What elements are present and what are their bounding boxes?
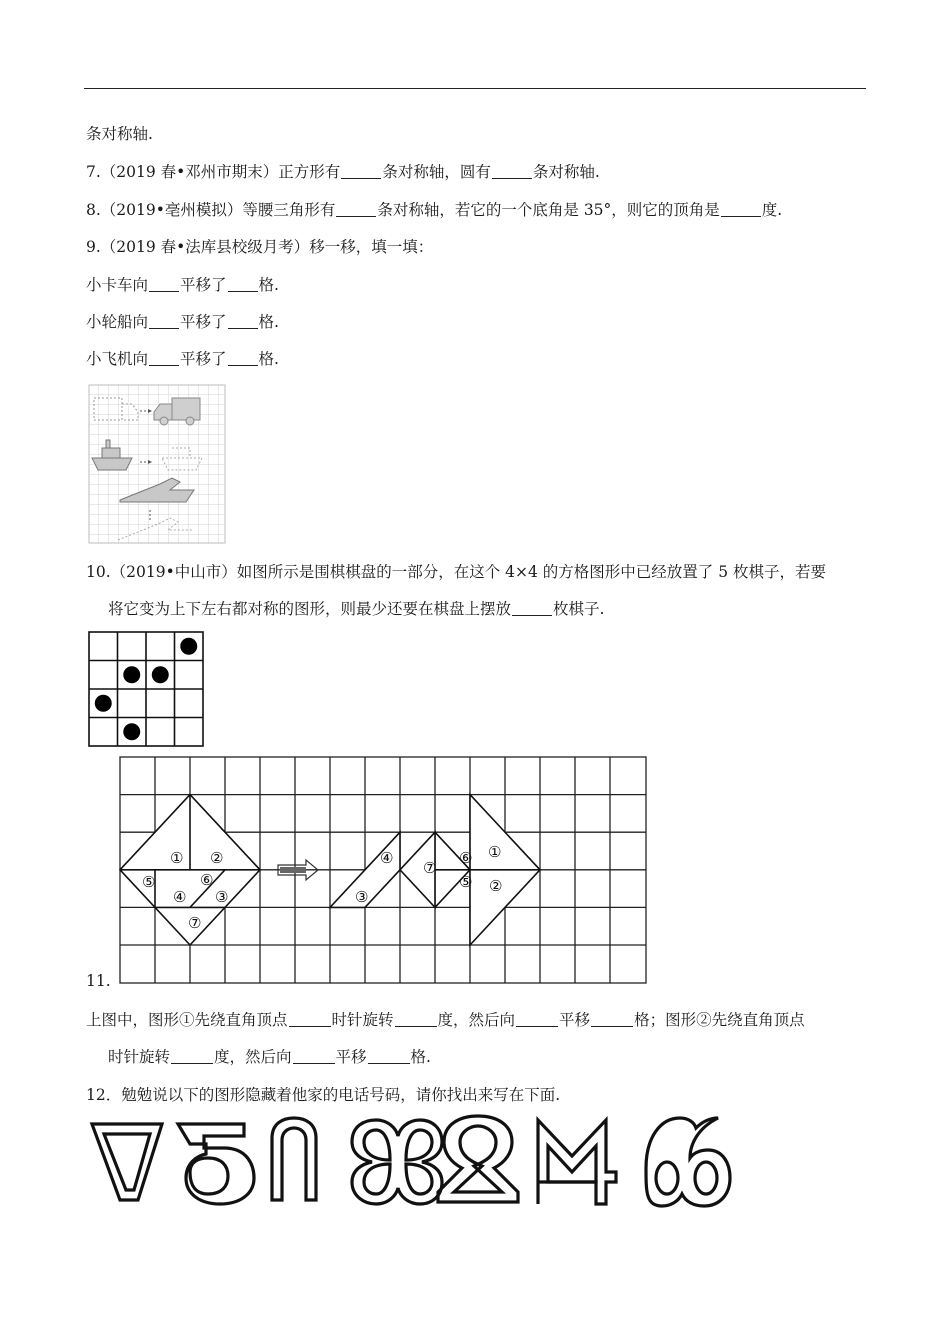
q11-text: 平移 bbox=[559, 1011, 591, 1029]
digit-shape-2 bbox=[178, 1124, 254, 1204]
digit-shape-3 bbox=[272, 1118, 316, 1200]
answer-blank[interactable] bbox=[368, 1062, 410, 1064]
go-stone bbox=[180, 638, 197, 655]
q11-text: 平移 bbox=[335, 1048, 367, 1066]
digit-shape-4 bbox=[352, 1120, 442, 1204]
piece-label: ① bbox=[170, 849, 184, 867]
piece-label: ① bbox=[488, 843, 502, 861]
tangram-rotation-figure bbox=[118, 755, 650, 985]
answer-blank[interactable] bbox=[516, 1025, 558, 1027]
answer-blank[interactable] bbox=[336, 215, 376, 217]
answer-blank[interactable] bbox=[289, 1025, 331, 1027]
question-7 bbox=[86, 160, 600, 182]
answer-blank[interactable] bbox=[293, 1062, 335, 1064]
q9-row-label: 小卡车向 bbox=[86, 276, 149, 294]
answer-blank[interactable] bbox=[171, 1062, 213, 1064]
digit-shape-6 bbox=[538, 1120, 616, 1204]
question-12-title: 12．勉勉说以下的图形隐藏着他家的电话号码，请你找出来写在下面. bbox=[86, 1086, 561, 1104]
go-stone bbox=[123, 666, 140, 683]
translation-grid-figure bbox=[88, 384, 228, 546]
answer-blank[interactable] bbox=[228, 364, 258, 366]
q9-row-end: 格. bbox=[258, 350, 279, 368]
piece-label: ④ bbox=[173, 888, 187, 906]
header-rule bbox=[84, 88, 866, 89]
piece-label: ② bbox=[210, 849, 224, 867]
digit-shape-7 bbox=[646, 1118, 730, 1206]
q11-text: 时针旋转 bbox=[331, 1011, 394, 1029]
answer-blank[interactable] bbox=[512, 614, 552, 616]
q8-prefix: 8.（2019•亳州模拟）等腰三角形有 bbox=[86, 201, 336, 219]
answer-blank[interactable] bbox=[395, 1025, 437, 1027]
digit-shape-1 bbox=[92, 1124, 162, 1200]
piece-label: ③ bbox=[355, 888, 369, 906]
go-stone bbox=[95, 695, 112, 712]
piece-label: ⑥ bbox=[200, 871, 214, 889]
q9-row-mid: 平移了 bbox=[180, 350, 227, 368]
question-11-number: 11. bbox=[86, 972, 111, 990]
q7-prefix: 7.（2019 春•邓州市期末）正方形有 bbox=[86, 163, 341, 181]
q11-text: 格. bbox=[410, 1048, 431, 1066]
answer-blank[interactable] bbox=[149, 327, 179, 329]
q11-text: 度，然后向 bbox=[214, 1048, 292, 1066]
q9-row-ship bbox=[86, 310, 279, 332]
question-11-line2 bbox=[108, 1045, 431, 1067]
q11-text: 上图中，图形①先绕直角顶点 bbox=[86, 1011, 288, 1029]
piece-label: ④ bbox=[380, 849, 394, 867]
q9-row-label: 小飞机向 bbox=[86, 350, 149, 368]
q9-row-end: 格. bbox=[258, 313, 279, 331]
go-board-figure bbox=[88, 630, 206, 748]
go-stone bbox=[123, 723, 140, 740]
hidden-digits-figure bbox=[86, 1112, 736, 1212]
q10-suffix: 枚棋子. bbox=[553, 600, 605, 618]
go-stone bbox=[152, 666, 169, 683]
question-8 bbox=[86, 198, 782, 220]
q9-row-truck bbox=[86, 273, 279, 295]
q9-row-end: 格. bbox=[258, 276, 279, 294]
answer-blank[interactable] bbox=[492, 177, 532, 179]
q11-text: 时针旋转 bbox=[108, 1048, 171, 1066]
piece-label: ⑥ bbox=[459, 849, 473, 867]
q10-text: 将它变为上下左右都对称的图形，则最少还要在棋盘上摆放 bbox=[108, 600, 512, 618]
q8-suffix: 度. bbox=[761, 201, 783, 219]
answer-blank[interactable] bbox=[341, 177, 381, 179]
piece-label: ⑤ bbox=[142, 873, 156, 891]
answer-blank[interactable] bbox=[721, 215, 761, 217]
q11-text: 度，然后向 bbox=[437, 1011, 516, 1029]
q9-row-plane bbox=[86, 347, 279, 369]
continuation-line: 条对称轴. bbox=[86, 125, 153, 143]
piece-label: ⑦ bbox=[423, 859, 437, 877]
digit-shape-5 bbox=[438, 1116, 518, 1202]
q9-row-mid: 平移了 bbox=[180, 276, 227, 294]
answer-blank[interactable] bbox=[228, 290, 258, 292]
piece-label: ⑦ bbox=[188, 914, 202, 932]
piece-label: ⑤ bbox=[459, 873, 473, 891]
answer-blank[interactable] bbox=[228, 327, 258, 329]
piece-label: ③ bbox=[215, 888, 229, 906]
q9-row-mid: 平移了 bbox=[180, 313, 227, 331]
answer-blank[interactable] bbox=[149, 290, 179, 292]
answer-blank[interactable] bbox=[149, 364, 179, 366]
question-10-line1: 10.（2019•中山市）如图所示是围棋棋盘的一部分，在这个 4×4 的方格图形中已经放置了 5 枚棋子，若要 bbox=[86, 563, 827, 581]
q7-mid: 条对称轴，圆有 bbox=[382, 163, 491, 181]
q9-row-label: 小轮船向 bbox=[86, 313, 149, 331]
question-9-title: 9.（2019 春•法库县校级月考）移一移，填一填： bbox=[86, 238, 434, 256]
answer-blank[interactable] bbox=[591, 1025, 633, 1027]
q11-text: 格；图形②先绕直角顶点 bbox=[634, 1011, 805, 1029]
question-10-line2 bbox=[108, 597, 604, 619]
q8-mid: 条对称轴，若它的一个底角是 35°，则它的顶角是 bbox=[377, 201, 720, 219]
q7-suffix: 条对称轴. bbox=[532, 163, 600, 181]
question-11-line1 bbox=[86, 1008, 805, 1030]
piece-label: ② bbox=[489, 877, 503, 895]
